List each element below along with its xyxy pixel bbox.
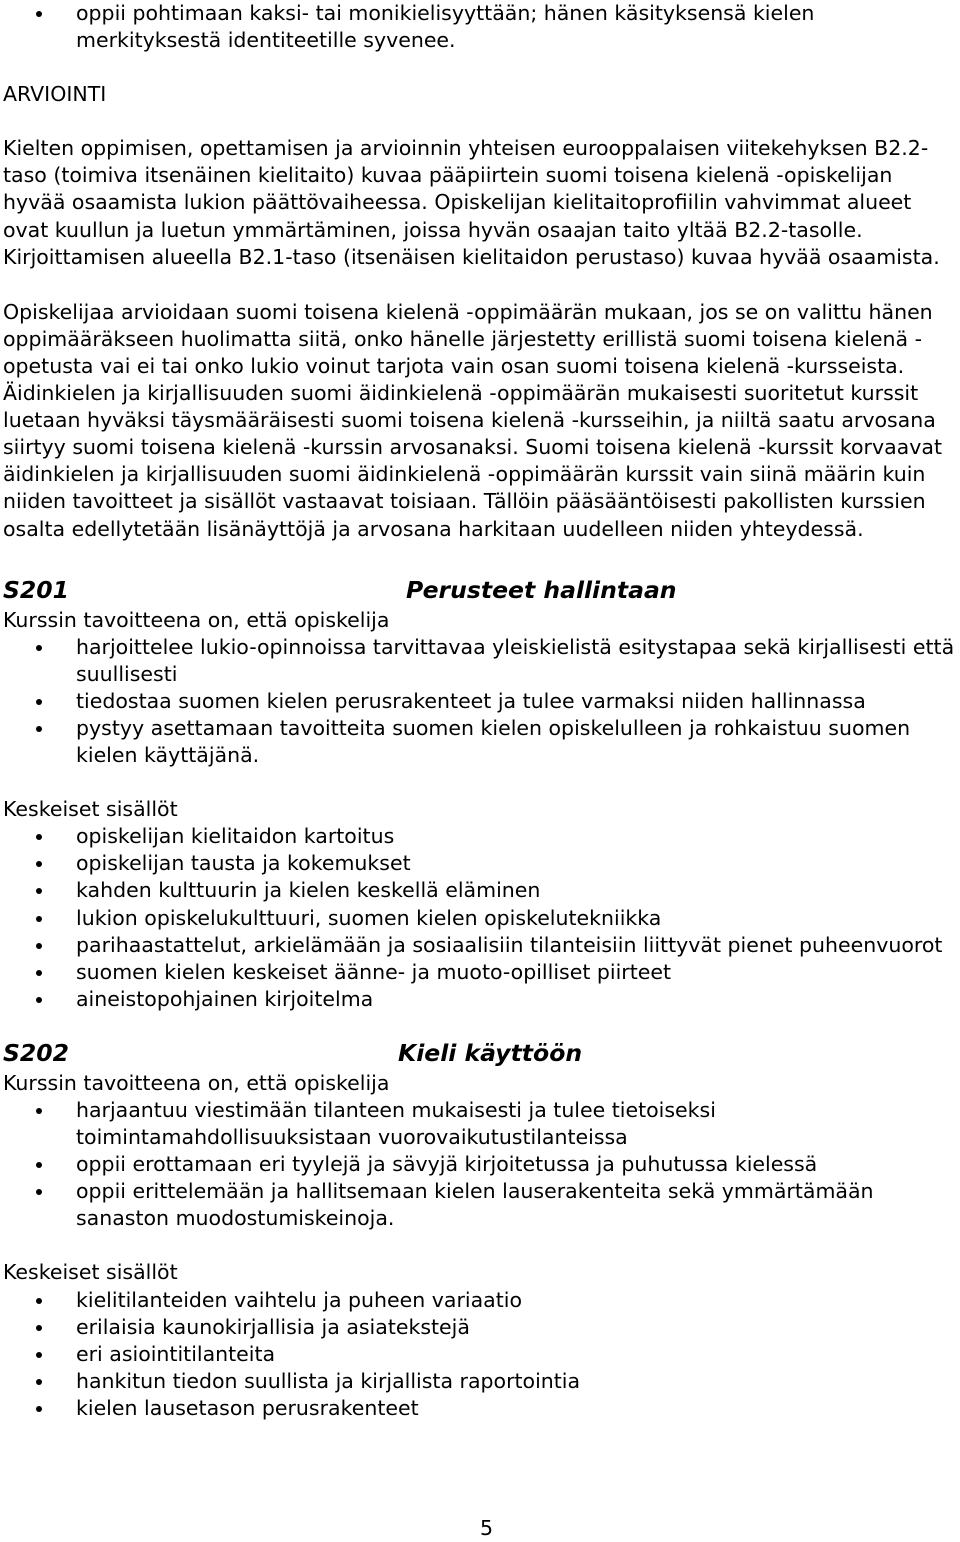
- goals-list: [3, 1097, 958, 1232]
- bullet-icon: [36, 997, 42, 1003]
- list-item-text: opiskelijan tausta ja kokemukset: [76, 851, 411, 876]
- bullet-icon: [36, 1406, 42, 1412]
- bullet-icon: [36, 1325, 42, 1331]
- bullet-icon: [36, 1108, 42, 1114]
- list-item: [3, 1097, 958, 1151]
- list-item: [3, 715, 958, 769]
- list-item-text: kahden kulttuurin ja kielen keskellä eläminen: [76, 878, 541, 903]
- intro-bullet-list: [3, 0, 958, 54]
- bullet-icon: [36, 645, 42, 651]
- list-item-text: pystyy asettamaan tavoitteita suomen kielen opiskelulleen ja rohkaistuu suomen kielen käyttäjänä.: [76, 715, 911, 768]
- list-item-text: eri asiointitilanteita: [76, 1341, 276, 1366]
- list-item: [3, 0, 958, 54]
- goals-intro: Kurssin tavoitteena on, että opiskelija: [3, 1070, 390, 1095]
- list-item-text: kielitilanteiden vaihtelu ja puheen variaatio: [76, 1287, 522, 1312]
- list-item-text: parihaastattelut, arkielämään ja sosiaalisiin tilanteisiin liittyvät pienet puheenvuorot: [76, 932, 943, 957]
- course-code: S201: [3, 575, 69, 604]
- list-item-text: aineistopohjainen kirjoitelma: [76, 986, 374, 1011]
- goals-list: [3, 634, 958, 769]
- list-item: [3, 877, 958, 904]
- list-item-text: oppii pohtimaan kaksi- tai monikielisyyttään; hänen käsityksensä kielen merkityksestä identiteetille syvenee.: [76, 1, 815, 53]
- course-heading-s201: [3, 573, 958, 607]
- list-item: [3, 905, 958, 932]
- list-item: [3, 1287, 958, 1314]
- assessment-heading: ARVIOINTI: [3, 82, 107, 107]
- list-item: [3, 634, 958, 688]
- contents-list: [3, 1287, 958, 1422]
- list-item-text: suomen kielen keskeiset äänne- ja muoto-opilliset piirteet: [76, 959, 672, 984]
- list-item-text: opiskelijan kielitaidon kartoitus: [76, 824, 395, 849]
- list-item-text: kielen lausetason perusrakenteet: [76, 1395, 419, 1420]
- bullet-icon: [36, 1352, 42, 1358]
- bullet-icon: [36, 834, 42, 840]
- list-item-text: harjaantuu viestimään tilanteen mukaisesti ja tulee tietoiseksi toimintamahdollisuuksistaan vuorovaikutustilanteissa: [76, 1098, 716, 1150]
- bullet-icon: [36, 1162, 42, 1168]
- list-item: [3, 688, 958, 715]
- list-item: [3, 850, 958, 877]
- list-item: [3, 959, 958, 986]
- bullet-icon: [36, 916, 42, 922]
- bullet-icon: [36, 699, 42, 705]
- bullet-icon: [36, 943, 42, 949]
- list-item: [3, 932, 958, 959]
- bullet-icon: [36, 888, 42, 894]
- list-item-text: oppii erottamaan eri tyylejä ja sävyjä kirjoitetussa ja puhutussa kielessä: [76, 1152, 818, 1177]
- contents-heading: Keskeiset sisällöt: [3, 1260, 178, 1285]
- bullet-icon: [36, 726, 42, 732]
- list-item: [3, 1395, 958, 1422]
- assessment-paragraph-1: Kielten oppimisen, opettamisen ja arvioinnin yhteisen eurooppalaisen viitekehyksen B2.2-taso (toimiva itsenäinen kielitaito) kuvaa pääpiirtein suomi toisena kielenä -opiskelijan hyvää osaamista lukion päättövaiheessa. Opiskelijan kielitaitoprofiilin vahvimmat alueet ovat kuullun ja luetun ymmärtäminen, joissa hyvän osaajan taito yltää B2.2-tasolle. Kirjoittamisen alueella B2.1-taso (itsenäisen kielitaidon perustaso) kuvaa hyvää osaamista.: [3, 136, 940, 269]
- goals-intro: Kurssin tavoitteena on, että opiskelija: [3, 607, 390, 632]
- list-item: [3, 1341, 958, 1368]
- list-item-text: erilaisia kaunokirjallisia ja asiatekstejä: [76, 1314, 470, 1339]
- list-item-text: tiedostaa suomen kielen perusrakenteet ja tulee varmaksi niiden hallinnassa: [76, 688, 866, 713]
- page-number: 5: [480, 1516, 494, 1540]
- course-title: Kieli käyttöön: [398, 1038, 583, 1067]
- list-item-text: harjoittelee lukio-opinnoissa tarvittavaa yleiskielistä esitystapaa sekä kirjallisesti että suullisesti: [76, 634, 955, 686]
- contents-heading: Keskeiset sisällöt: [3, 797, 178, 822]
- bullet-icon: [36, 1189, 42, 1195]
- contents-list: [3, 823, 958, 1013]
- list-item-text: oppii erittelemään ja hallitsemaan kielen lauserakenteita sekä ymmärtämään sanaston muodostumiskeinoja.: [76, 1179, 874, 1231]
- bullet-icon: [36, 1298, 42, 1304]
- bullet-icon: [36, 1379, 42, 1385]
- course-code: S202: [3, 1038, 69, 1067]
- document-page: [3, 0, 958, 1422]
- bullet-icon: [36, 11, 42, 17]
- course-title: Perusteet hallintaan: [406, 575, 677, 604]
- bullet-icon: [36, 970, 42, 976]
- list-item: [3, 986, 958, 1013]
- list-item: [3, 1178, 958, 1232]
- bullet-icon: [36, 861, 42, 867]
- course-heading-s202: [3, 1036, 958, 1070]
- list-item-text: lukion opiskelukulttuuri, suomen kielen opiskelutekniikka: [76, 905, 662, 930]
- list-item: [3, 1151, 958, 1178]
- list-item: [3, 1368, 958, 1395]
- assessment-paragraph-2: Opiskelijaa arvioidaan suomi toisena kielenä -oppimäärän mukaan, jos se on valittu hänen oppimääräkseen huolimatta siitä, onko hänelle järjestetty erillistä suomi toisena kielenä -opetusta vai ei tai onko lukio voinut tarjota vain osan suomi toisena kielenä -kursseista. Äidinkielen ja kirjallisuuden suomi äidinkielenä -oppimäärän mukaisesti suoritetut kurssit luetaan hyväksi täysmääräisesti suomi toisena kielenä -kursseihin, ja niiltä saatu arvosana siirtyy suomi toisena kielenä -kurssin arvosanaksi. Suomi toisena kielenä -kurssit korvaavat äidinkielen ja kirjallisuuden suomi äidinkielenä -oppimäärän kurssit vain siinä määrin kuin niiden tavoitteet ja sisällöt vastaavat toisiaan. Tällöin pääsääntöisesti pakollisten kurssien osalta edellytetään lisänäyttöjä ja arvosana harkitaan uudelleen niiden yhteydessä.: [3, 299, 942, 541]
- list-item: [3, 823, 958, 850]
- list-item: [3, 1314, 958, 1341]
- list-item-text: hankitun tiedon suullista ja kirjallista raportointia: [76, 1368, 581, 1393]
